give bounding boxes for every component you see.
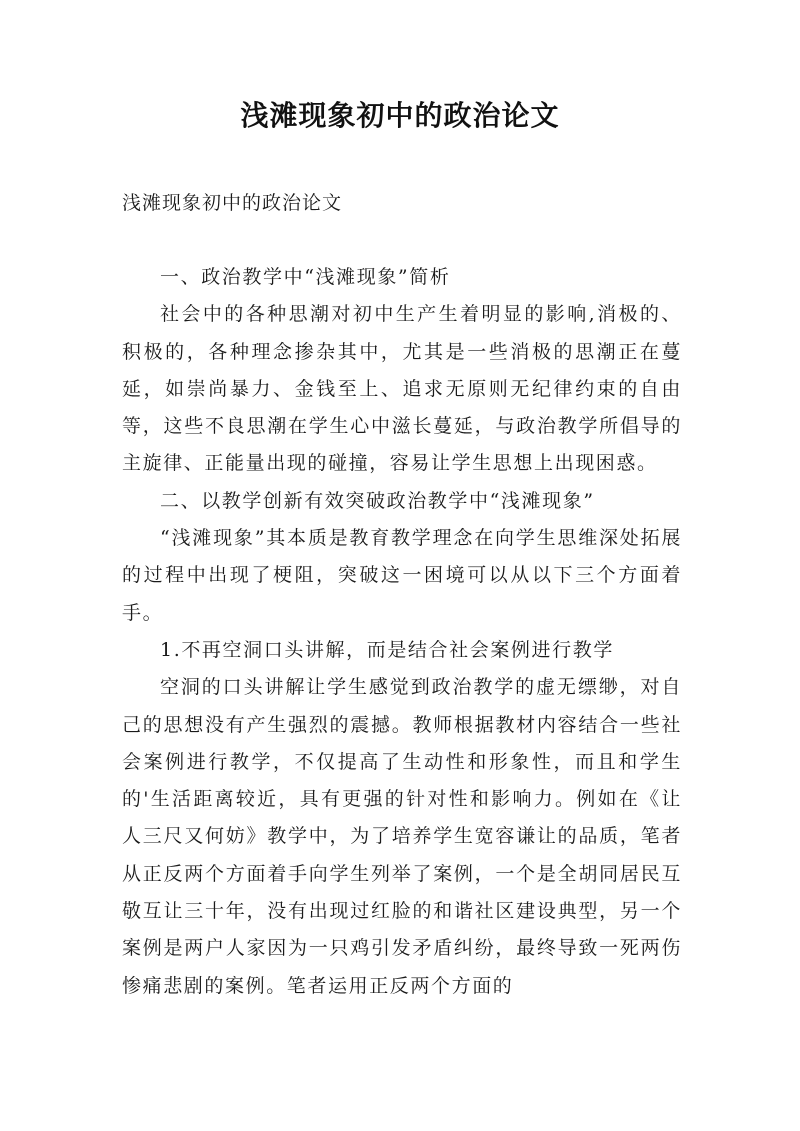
paragraph-1: 社会中的各种思潮对初中生产生着明显的影响,消极的、积极的，各种理念掺杂其中，尤其是一些消极的思潮正在蔓延，如崇尚暴力、金钱至上、追求无原则无纪律约束的自由等，这些不良思潮在学生心中滋长蔓延，与政治教学所倡导的主旋律、正能量出现的碰撞，容易让学生思想上出现困惑。 — [122, 303, 682, 475]
section-heading-2: 二、以教学创新有效突破政治教学中“浅滩现象” — [160, 489, 595, 512]
document-subtitle: 浅滩现象初中的政治论文 — [122, 192, 343, 214]
document-body — [122, 259, 682, 1005]
paragraph-2: “浅滩现象”其本质是教育教学理念在向学生思维深处拓展的过程中出现了梗阻，突破这一困境可以从以下三个方面着手。 — [122, 527, 682, 624]
section-heading-1: 一、政治教学中“浅滩现象”简析 — [160, 266, 451, 288]
paragraph-3: 空洞的口头讲解让学生感觉到政治教学的虚无缥缈，对自己的思想没有产生强烈的震撼。教师根据教材内容结合一些社会案例进行教学，不仅提高了生动性和形象性，而且和学生的'生活距离较近，具有更强的针对性和影响力。例如在《让人三尺又何妨》教学中，为了培养学生宽容谦让的品质，笔者从正反两个方面着手向学生列举了案例，一个是全胡同居民互敬互让三十年，没有出现过红脸的和谐社区建设典型，另一个案例是两户人家因为一只鸡引发矛盾纠纷，最终导致一死两伤惨痛悲剧的案例。笔者运用正反两个方面的 — [122, 676, 682, 997]
subsection-heading-1: 1.不再空洞口头讲解，而是结合社会案例进行教学 — [160, 638, 614, 661]
page-title: 浅滩现象初中的政治论文 — [240, 99, 560, 132]
